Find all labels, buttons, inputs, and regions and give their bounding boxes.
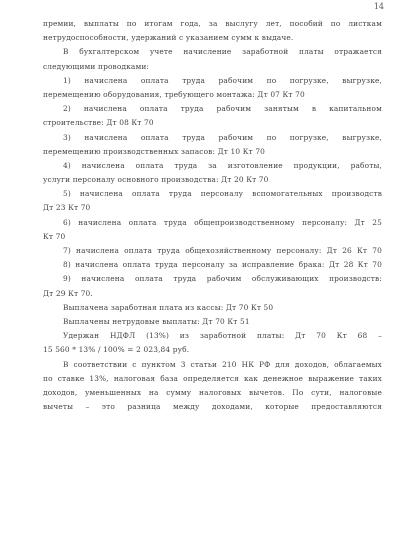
text-line: строительстве: Дт 08 Кт 70 (43, 118, 154, 128)
text-line: В соответствии с пунктом 3 статьи 210 НК РФ для доходов, облагаемых (63, 359, 382, 369)
text-line: перемещению производственных запасов: Дт 10 Кт 70 (43, 146, 266, 156)
text-line: нетрудоспособности, удержаний с указанием сумм к выдаче. (43, 33, 294, 43)
text-line: премии, выплаты по итогам года, за выслугу лет, пособий по листкам (43, 19, 382, 28)
text-line: вычеты – это разница между доходами, которые предоставляются (43, 402, 382, 412)
text-line: 1) начислена оплата труда рабочим по погрузке, выгрузке, (63, 75, 382, 85)
text-line: 7) начислена оплата труда общехозяйственному персоналу: Дт 26 Кт 70 (63, 246, 382, 255)
text-line: следующими проводками: (43, 61, 150, 71)
text-line: Выплачены нетрудовые выплаты: Дт 70 Кт 51 (63, 316, 250, 326)
text-line: 9) начислена оплата труда рабочим обслуживающих производств: (63, 274, 382, 284)
text-line: по ставке 13%, налоговая база определяется как денежное выражение таких (43, 373, 382, 383)
text-line: 5) начислена оплата труда персоналу вспомогательных производств (63, 189, 382, 199)
text-line: 4) начислена оплата труда за изготовление продукции, работы, (63, 160, 382, 170)
text-line: 6) начислена оплата труда общепроизводственному персоналу: Дт 25 (63, 217, 382, 227)
text-line: Выплачена заработная плата из кассы: Дт 70 Кт 50 (63, 302, 274, 312)
text-line: доходов, уменьшенных на сумму налоговых вычетов. По сути, налоговые (43, 387, 382, 397)
text-line: Дт 23 Кт 70 (43, 203, 91, 213)
text-line: Кт 70 (43, 231, 66, 241)
document-body (43, 17, 382, 414)
text-line: В бухгалтерском учете начисление заработной платы отражается (63, 47, 382, 57)
text-line: 15 560 * 13% / 100% = 2 023,84 руб. (43, 345, 190, 355)
text-line: перемещению оборудования, требующего монтажа: Дт 07 Кт 70 (43, 89, 305, 99)
text-line: 2) начислена оплата труда рабочим занятым в капитальном (63, 104, 382, 114)
text-line: 3) начислена оплата труда рабочим по погрузке, выгрузке, (63, 132, 382, 142)
text-line: Удержан НДФЛ (13%) из заработной платы: Дт 70 Кт 68 – (63, 331, 382, 341)
text-line: услуги персоналу основного производства: Дт 20 Кт 70 (43, 175, 269, 185)
text-line: Дт 29 Кт 70. (43, 288, 93, 298)
page-number: 14 (373, 2, 384, 11)
text-line: 8) начислена оплата труда персоналу за исправление брака: Дт 28 Кт 70 (63, 260, 382, 270)
